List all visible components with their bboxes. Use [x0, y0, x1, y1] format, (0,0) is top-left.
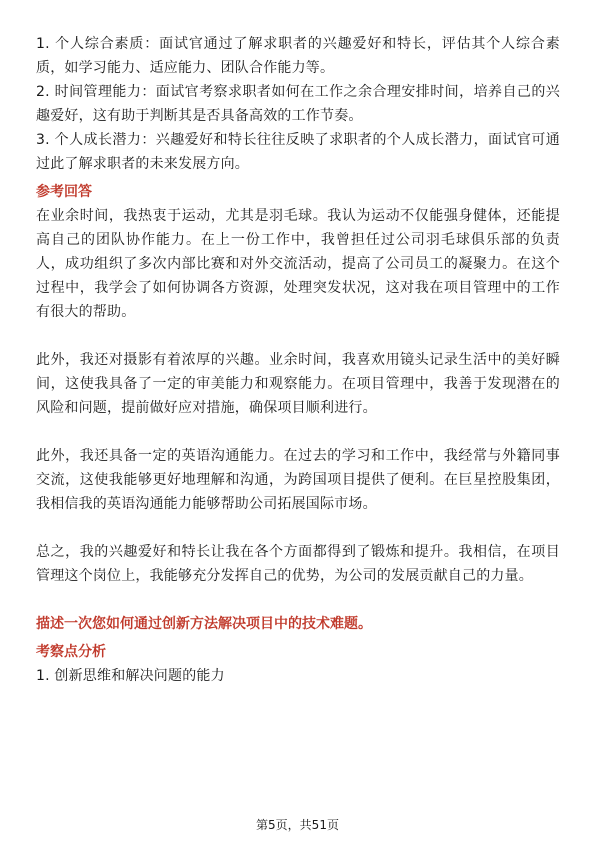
- answer-paragraph-1: 在业余时间，我热衷于运动，尤其是羽毛球。我认为运动不仅能强身健体，还能提高自己的团队协作能力。在上一份工作中，我曾担任过公司羽毛球俱乐部的负责人，成功组织了多次内部比赛和对外交流活动，提高了公司员工的凝聚力。在这个过程中，我学会了如何协调各方资源，处理突发状况，这对我在项目管理中的工作有很大的帮助。: [36, 208, 560, 320]
- page-footer: 第5页，共51页: [256, 818, 339, 832]
- next-question-title: 描述一次您如何通过创新方法解决项目中的技术难题。: [36, 616, 372, 632]
- analysis-heading: 考察点分析: [36, 644, 106, 660]
- page-content: [36, 32, 560, 688]
- answer-paragraph-4: 总之，我的兴趣爱好和特长让我在各个方面都得到了锻炼和提升。我相信，在项目管理这个岗位上，我能够充分发挥自己的优势，为公司的发展贡献自己的力量。: [36, 544, 560, 584]
- evaluation-point-1: 1. 个人综合素质：面试官通过了解求职者的兴趣爱好和特长，评估其个人综合素质，如学习能力、适应能力、团队合作能力等。: [36, 36, 560, 76]
- evaluation-point-2: 2. 时间管理能力：面试官考察求职者如何在工作之余合理安排时间，培养自己的兴趣爱好，这有助于判断其是否具备高效的工作节奏。: [36, 84, 560, 124]
- answer-paragraph-2: 此外，我还对摄影有着浓厚的兴趣。业余时间，我喜欢用镜头记录生活中的美好瞬间，这使我具备了一定的审美能力和观察能力。在项目管理中，我善于发现潜在的风险和问题，提前做好应对措施，确保项目顺利进行。: [36, 352, 560, 416]
- analysis-point-1: 1. 创新思维和解决问题的能力: [36, 668, 225, 684]
- evaluation-point-3: 3. 个人成长潜力：兴趣爱好和特长往往反映了求职者的个人成长潜力，面试官可通过此了解求职者的未来发展方向。: [36, 132, 560, 172]
- reference-answer-heading: 参考回答: [36, 184, 92, 200]
- answer-paragraph-3: 此外，我还具备一定的英语沟通能力。在过去的学习和工作中，我经常与外籍同事交流，这使我能够更好地理解和沟通，为跨国项目提供了便利。在巨星控股集团，我相信我的英语沟通能力能够帮助公司拓展国际市场。: [36, 448, 560, 512]
